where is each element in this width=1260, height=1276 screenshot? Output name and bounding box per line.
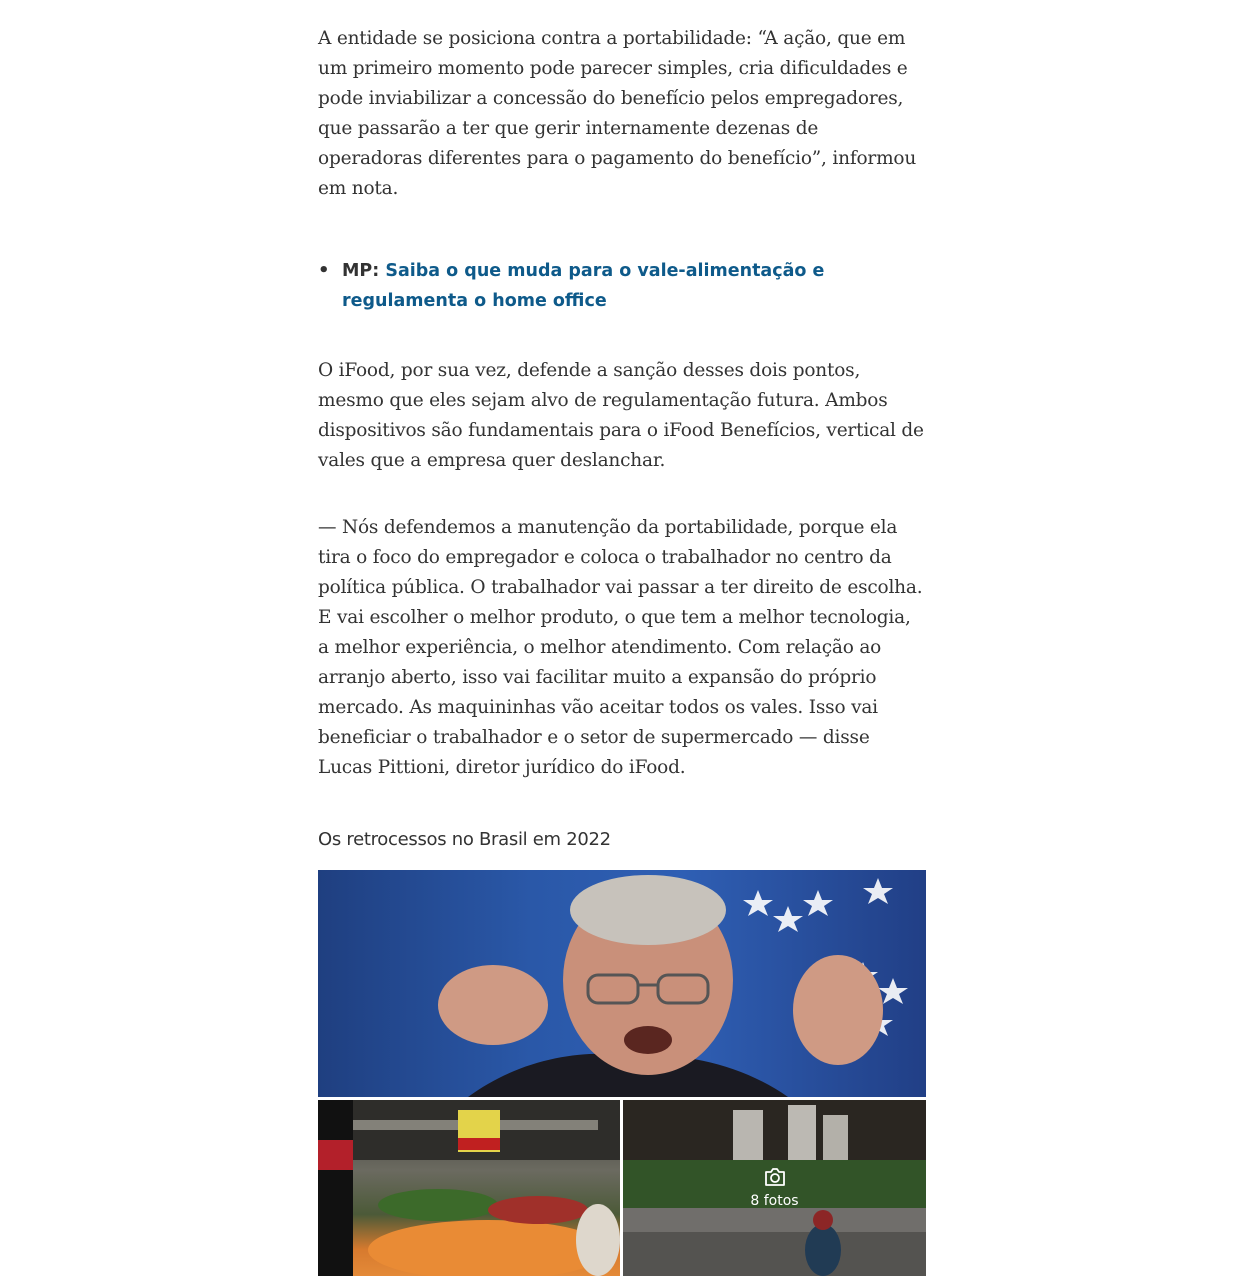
related-link-prefix: MP: xyxy=(342,261,380,281)
article-body xyxy=(318,24,926,1276)
related-links-list xyxy=(318,256,926,316)
gallery-title[interactable]: Os retrocessos no Brasil em 2022 xyxy=(318,829,611,850)
bullet-icon: • xyxy=(318,260,330,281)
related-link-item xyxy=(318,256,926,316)
photo-count-label: 8 fotos xyxy=(750,1193,799,1209)
camera-icon xyxy=(764,1167,786,1187)
main-photo-illustration xyxy=(318,870,926,1097)
related-article-link[interactable]: Saiba o que muda para o vale-alimentação e regulamenta o home office xyxy=(342,261,825,311)
gallery-photo-count-overlay[interactable] xyxy=(623,1100,926,1276)
photo-gallery[interactable] xyxy=(318,870,926,1276)
market-photo-illustration xyxy=(318,1100,620,1276)
gallery-thumbnail-street[interactable] xyxy=(623,1100,926,1276)
article-paragraph: A entidade se posiciona contra a portabilidade: “A ação, que em um primeiro momento pode parecer simples, cria dificuldades e pode inviabilizar a concessão do benefício pelos empregadores, que passarão a ter que gerir internamente dezenas de operadoras diferentes para o pagamento do benefício”, informou em nota. xyxy=(318,28,917,199)
gallery-main-photo[interactable] xyxy=(318,870,926,1097)
article-paragraph: O iFood, por sua vez, defende a sanção desses dois pontos, mesmo que eles sejam alvo de regulamentação futura. Ambos dispositivos são fundamentais para o iFood Benefícios, vertical de vales que a empresa quer deslanchar. xyxy=(318,360,924,471)
article-quote-paragraph: — Nós defendemos a manutenção da portabilidade, porque ela tira o foco do empregador e coloca o trabalhador no centro da política pública. O trabalhador vai passar a ter direito de escolha. E vai escolher o melhor produto, o que tem a melhor tecnologia, a melhor experiência, o melhor atendimento. Com relação ao arranjo aberto, isso vai facilitar muito a expansão do próprio mercado. As maquininhas vão aceitar todos os vales. Isso vai beneficiar o trabalhador e o setor de supermercado — disse Lucas Pittioni, diretor jurídico do iFood. xyxy=(318,517,923,778)
gallery-thumbnail-market[interactable] xyxy=(318,1100,620,1276)
